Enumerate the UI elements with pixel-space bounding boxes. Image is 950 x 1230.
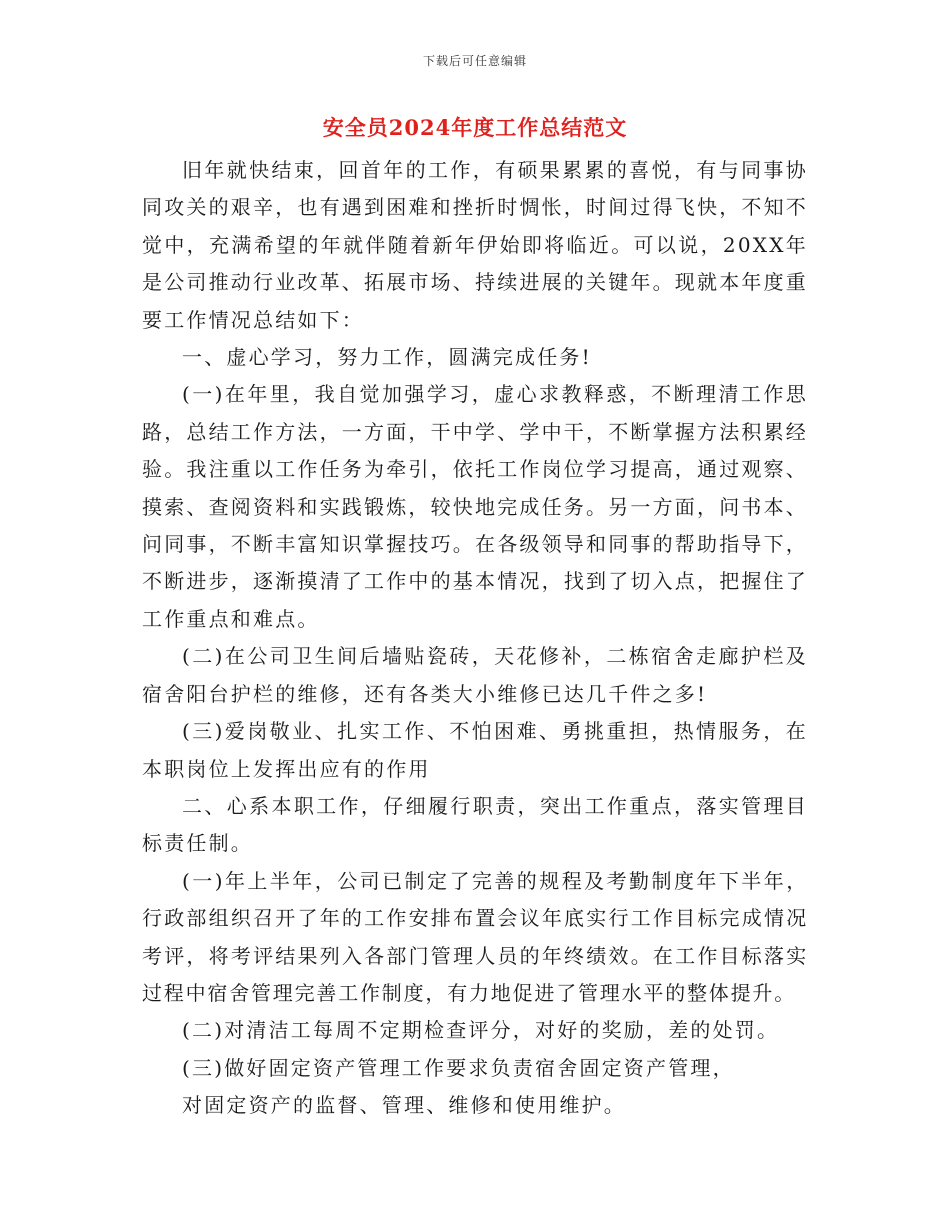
paragraph-intro: 旧年就快结束，回首年的工作，有硕果累累的喜悦，有与同事协同攻关的艰辛，也有遇到困难和挫折时惆怅，时间过得飞快，不知不觉中，充满希望的年就伴随着新年伊始即将临近。可以说，20XX年是公司推动行业改革、拓展市场、持续进展的关键年。现就本年度重要工作情况总结如下：	[142, 158, 808, 332]
header-note: 下载后可任意编辑	[422, 54, 527, 68]
section-heading-1: 一、虚心学习，努力工作，圆满完成任务!	[182, 345, 592, 370]
document-title: 安全员2024年度工作总结范文	[322, 115, 628, 140]
document-body	[142, 152, 808, 1125]
paragraph-2-3: (三)做好固定资产管理工作要求负责宿舍固定资产管理，	[182, 1055, 735, 1080]
paragraph-2-3-cont: 对固定资产的监督、管理、维修和使用维护。	[182, 1093, 626, 1118]
paragraph-1-2: (二)在公司卫生间后墙贴瓷砖，天花修补，二栋宿舍走廊护栏及宿舍阳台护栏的维修，还有各类大小维修已达几千件之多!	[142, 644, 808, 706]
paragraph-2-2: (二)对清洁工每周不定期检查评分，对好的奖励，差的处罚。	[182, 1018, 780, 1043]
paragraph-1-3: (三)爱岗敬业、扎实工作、不怕困难、勇挑重担，热情服务，在本职岗位上发挥出应有的作用	[142, 719, 808, 781]
paragraph-1-1: (一)在年里，我自觉加强学习，虚心求教释惑，不断理清工作思路，总结工作方法，一方面，干中学、学中干，不断掌握方法积累经验。我注重以工作任务为牵引，依托工作岗位学习提高，通过观察、摸索、查阅资料和实践锻炼，较快地完成任务。另一方面，问书本、问同事，不断丰富知识掌握技巧。在各级领导和同事的帮助指导下，不断进步，逐渐摸清了工作中的基本情况，找到了切入点，把握住了工作重点和难点。	[142, 382, 808, 631]
paragraph-2-1: (一)年上半年，公司已制定了完善的规程及考勤制度年下半年，行政部组织召开了年的工作安排布置会议年底实行工作目标完成情况考评，将考评结果列入各部门管理人员的年终绩效。在工作目标落实过程中宿舍管理完善工作制度，有力地促进了管理水平的整体提升。	[142, 868, 808, 1005]
section-heading-2: 二、心系本职工作，仔细履行职责，突出工作重点，落实管理目标责任制。	[142, 793, 808, 856]
